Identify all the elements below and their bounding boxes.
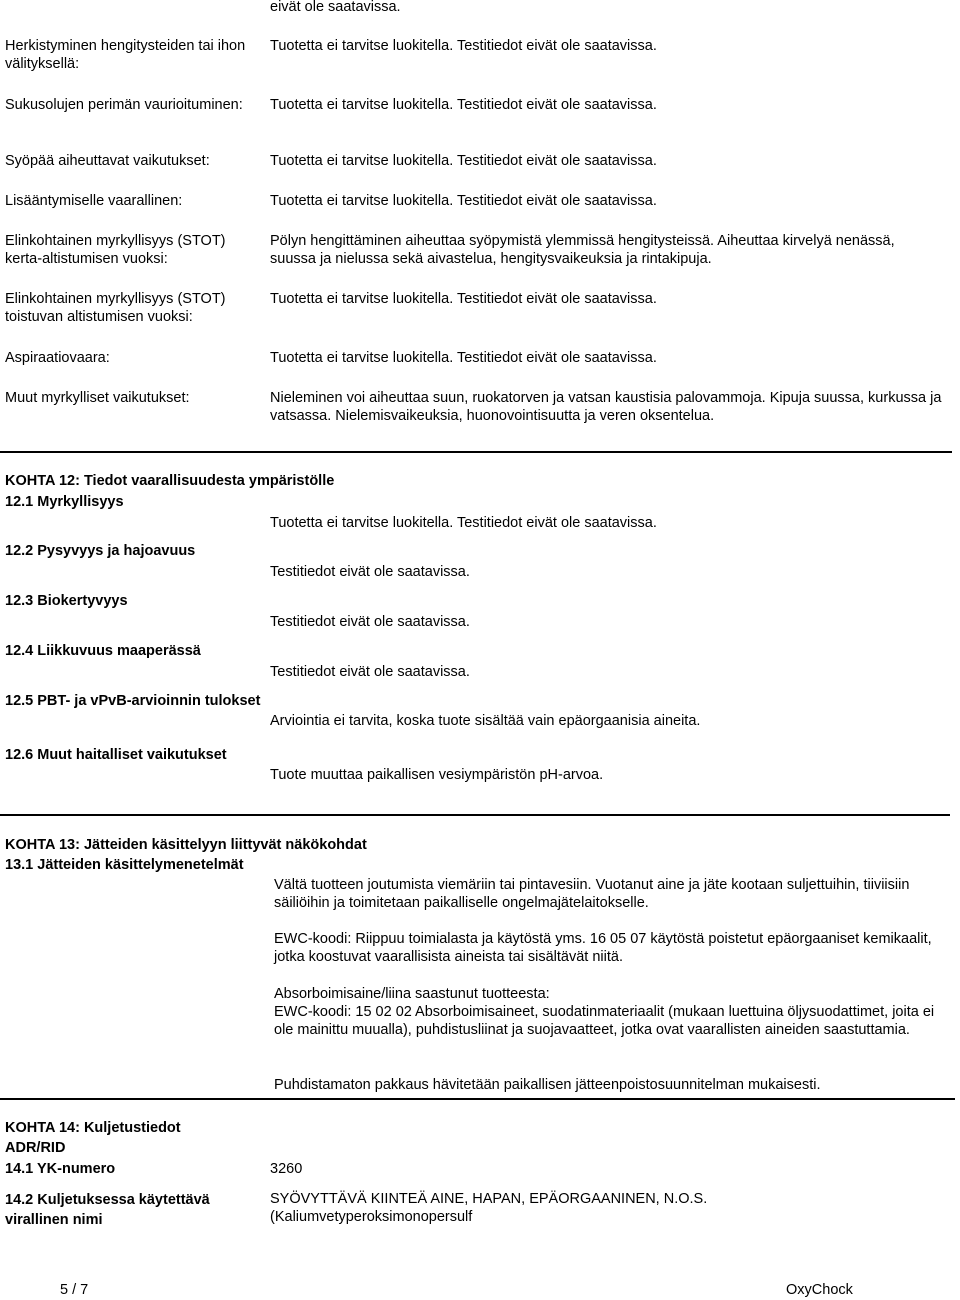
- section12-2-value: Testitiedot eivät ole saatavissa.: [270, 564, 470, 580]
- section13-heading: KOHTA 13: Jätteiden käsittelyyn liittyvät näkökohdat: [5, 837, 367, 853]
- tox-value-aspiration: Tuotetta ei tarvitse luokitella. Testitiedot eivät ole saatavissa.: [270, 350, 657, 366]
- tox-value-other: Nieleminen voi aiheuttaa suun, ruokatorven ja vatsan kaustisia palovammoja. Kipuja suussa, kurkussa ja vatsassa. Nielemisvaikeuksia, huonovointisuutta ja veren oksentelua.: [270, 390, 942, 424]
- section14-2-label: 14.2 Kuljetuksessa käytettävä virallinen nimi: [5, 1192, 210, 1228]
- tox-label-other: Muut myrkylliset vaikutukset:: [5, 390, 190, 406]
- section12-6-value: Tuote muuttaa paikallisen vesiympäristön pH-arvoa.: [270, 767, 604, 783]
- tox-value-sensitization: Tuotetta ei tarvitse luokitella. Testitiedot eivät ole saatavissa.: [270, 38, 657, 54]
- disposal-paragraph-2: EWC-koodi: Riippuu toimialasta ja käytöstä yms. 16 05 07 käytöstä poistetut epäorgaaniset kemikaalit, jotka koostuvat vaarallisista aineista tai sisältävät niitä.: [274, 931, 932, 965]
- disposal-paragraph-4: EWC-koodi: 15 02 02 Absorboimisaineet, suodatinmateriaalit (mukaan luettuina öljysuodattimet, joita ei ole mainittu muualla), puhdistusliinat ja suojavaatteet, jotka ovat vaarallisten aineiden saastuttamia.: [274, 1004, 935, 1038]
- section13-1-label: 13.1 Jätteiden käsittelymenetelmät: [5, 857, 244, 873]
- section-divider: [0, 1098, 955, 1100]
- section12-4-label: 12.4 Liikkuvuus maaperässä: [5, 643, 201, 659]
- tox-label-aspiration: Aspiraatiovaara:: [5, 350, 110, 366]
- continued-text: eivät ole saatavissa.: [270, 0, 401, 15]
- tox-label-stot-single: Elinkohtainen myrkyllisyys (STOT) kerta-altistumisen vuoksi:: [5, 233, 226, 267]
- section12-5-label: 12.5 PBT- ja vPvB-arvioinnin tulokset: [5, 693, 261, 709]
- section12-4-value: Testitiedot eivät ole saatavissa.: [270, 664, 470, 680]
- tox-value-stot-single: Pölyn hengittäminen aiheuttaa syöpymistä ylemmissä hengitysteissä. Aiheuttaa kirvelyä nenässä, suussa ja nielussa sekä aivastelua, hengitysvaikeuksia ja rintakipuja.: [270, 233, 895, 267]
- section12-6-label: 12.6 Muut haitalliset vaikutukset: [5, 747, 227, 763]
- section14-heading: KOHTA 14: Kuljetustiedot: [5, 1120, 181, 1136]
- tox-label-carcinogenicity: Syöpää aiheuttavat vaikutukset:: [5, 153, 210, 169]
- section12-3-label: 12.3 Biokertyvyys: [5, 593, 128, 609]
- disposal-paragraph-5: Puhdistamaton pakkaus hävitetään paikallisen jätteenpoistosuunnitelman mukaisesti.: [274, 1077, 821, 1093]
- tox-label-mutagenicity: Sukusolujen perimän vaurioituminen:: [5, 97, 243, 113]
- tox-label-sensitization: Herkistyminen hengitysteiden tai ihon välityksellä:: [5, 38, 246, 72]
- section14-subheading: ADR/RID: [5, 1140, 66, 1156]
- tox-value-stot-repeated: Tuotetta ei tarvitse luokitella. Testitiedot eivät ole saatavissa.: [270, 291, 657, 307]
- tox-value-carcinogenicity: Tuotetta ei tarvitse luokitella. Testitiedot eivät ole saatavissa.: [270, 153, 657, 169]
- section12-2-label: 12.2 Pysyvyys ja hajoavuus: [5, 543, 196, 559]
- section-divider: [0, 451, 952, 453]
- tox-value-reproductive: Tuotetta ei tarvitse luokitella. Testitiedot eivät ole saatavissa.: [270, 193, 657, 209]
- section12-3-value: Testitiedot eivät ole saatavissa.: [270, 614, 470, 630]
- section14-1-label: 14.1 YK-numero: [5, 1161, 116, 1177]
- product-name: OxyChock: [786, 1282, 853, 1298]
- section14-1-value: 3260: [270, 1161, 303, 1177]
- section-divider: [0, 814, 950, 816]
- tox-label-reproductive: Lisääntymiselle vaarallinen:: [5, 193, 183, 209]
- tox-value-mutagenicity: Tuotetta ei tarvitse luokitella. Testitiedot eivät ole saatavissa.: [270, 97, 657, 113]
- section12-heading: KOHTA 12: Tiedot vaarallisuudesta ympäristölle: [5, 473, 335, 489]
- page-number: 5 / 7: [60, 1282, 89, 1298]
- section12-1-label: 12.1 Myrkyllisyys: [5, 494, 124, 510]
- disposal-paragraph-1: Vältä tuotteen joutumista viemäriin tai pintavesiin. Vuotanut aine ja jäte kootaan suljettuihin, tiiviisiin säiliöihin ja toimitetaan paikalliselle ongelmajätelaitokselle.: [274, 877, 910, 911]
- disposal-paragraph-3: Absorboimisaine/liina saastunut tuotteesta:: [274, 986, 550, 1002]
- section12-1-value: Tuotetta ei tarvitse luokitella. Testitiedot eivät ole saatavissa.: [270, 515, 657, 531]
- tox-label-stot-repeated: Elinkohtainen myrkyllisyys (STOT) toistuvan altistumisen vuoksi:: [5, 291, 226, 325]
- section14-2-value: SYÖVYTTÄVÄ KIINTEÄ AINE, HAPAN, EPÄORGAANINEN, N.O.S. (Kaliumvetyperoksimonopersulf: [270, 1191, 708, 1225]
- section12-5-value: Arviointia ei tarvita, koska tuote sisältää vain epäorgaanisia aineita.: [270, 713, 701, 729]
